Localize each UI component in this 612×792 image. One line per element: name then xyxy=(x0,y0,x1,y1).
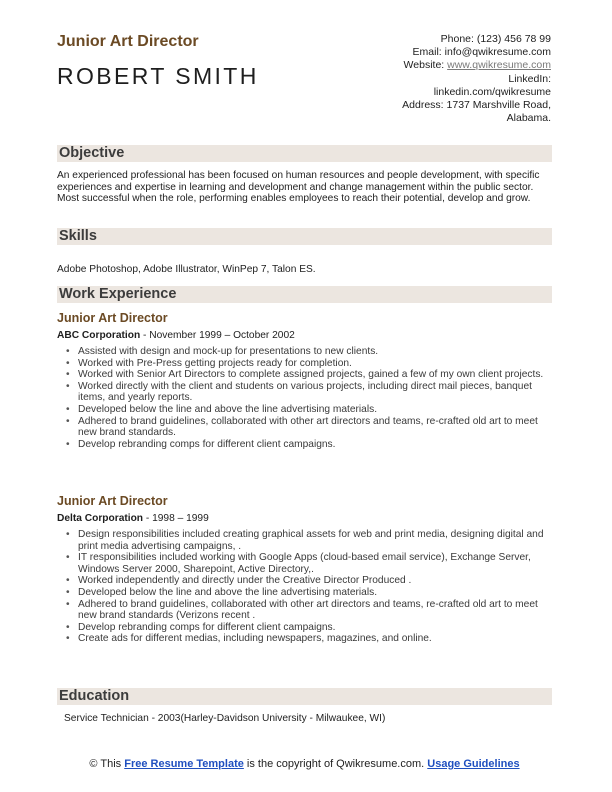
contact-address-line2: Alabama. xyxy=(506,112,551,125)
job-2-company-line xyxy=(57,513,209,524)
footer-prefix: © This xyxy=(89,758,125,770)
list-item: • IT responsibilities included working with Google Apps (cloud-based email service), Exchange Server, Windows Server 2000, Sharepoint, Active Directory,. xyxy=(66,552,552,575)
website-link[interactable]: www.qwikresume.com xyxy=(447,59,551,72)
job-1-company: ABC Corporation xyxy=(57,330,141,341)
contact-phone: Phone: (123) 456 78 99 xyxy=(440,33,551,45)
job-2-title: Junior Art Director xyxy=(57,494,168,508)
job-title: Junior Art Director xyxy=(57,33,199,50)
list-item: • Create ads for different medias, including newspapers, magazines, and online. xyxy=(66,633,552,645)
section-heading: Skills xyxy=(59,228,97,244)
contact-email: Email: info@qwikresume.com xyxy=(412,46,551,59)
resume-header xyxy=(57,33,551,133)
contact-block xyxy=(331,33,551,125)
list-item: • Adhered to brand guidelines, collaborated with other art directors and teams, re-crafted old art to meet new brand standards. xyxy=(66,416,552,439)
job-2-company: Delta Corporation xyxy=(57,513,144,524)
usage-guidelines-link[interactable]: Usage Guidelines xyxy=(427,758,520,770)
candidate-name: ROBERT SMITH xyxy=(57,63,259,89)
list-item: • Worked independently and directly under the Creative Director Produced . xyxy=(66,575,552,587)
list-item: • Develop rebranding comps for different client campaigns. xyxy=(66,439,552,451)
list-item: • Assisted with design and mock-up for presentations to new clients. xyxy=(66,346,552,358)
section-heading: Education xyxy=(59,688,130,704)
skills-text: Adobe Photoshop, Adobe Illustrator, WinPep 7, Talon ES. xyxy=(57,264,316,275)
copyright-footer xyxy=(57,758,552,771)
free-resume-template-link[interactable]: Free Resume Template xyxy=(124,758,244,770)
job-1-company-line xyxy=(57,330,295,341)
section-objective xyxy=(57,145,552,162)
contact-website: Website: www.qwikresume.com xyxy=(403,59,551,72)
list-item: • Design responsibilities included creating graphical assets for web and print media, designing digital and print media advertising campaigns, . xyxy=(66,529,552,552)
job-2-dates: - 1998 – 1999 xyxy=(143,513,209,524)
section-skills xyxy=(57,228,552,245)
section-heading: Objective xyxy=(59,145,125,161)
section-education xyxy=(57,688,552,705)
education-entry: Service Technician - 2003(Harley-Davidson University - Milwaukee, WI) xyxy=(64,713,386,724)
footer-middle: is the copyright of Qwikresume.com. xyxy=(243,758,428,770)
list-item: • Worked with Senior Art Directors to complete assigned projects, gained a few of my own client projects. xyxy=(66,369,552,381)
list-item: • Develop rebranding comps for different client campaigns. xyxy=(66,622,552,634)
list-item: • Developed below the line and above the line advertising materials. xyxy=(66,404,552,416)
list-item: • Worked with Pre-Press getting projects ready for completion. xyxy=(66,358,552,370)
list-item: • Developed below the line and above the line advertising materials. xyxy=(66,587,552,599)
section-heading: Work Experience xyxy=(59,286,177,302)
contact-address: Address: 1737 Marshville Road, xyxy=(402,99,551,112)
job-2-bullets xyxy=(66,529,552,645)
job-1-title: Junior Art Director xyxy=(57,311,168,325)
list-item: • Worked directly with the client and students on various projects, including direct mail pieces, banquet items, and yearly reports. xyxy=(66,381,552,404)
contact-linkedin: linkedin.com/qwikresume xyxy=(433,85,551,98)
list-item: • Adhered to brand guidelines, collaborated with other art directors and teams, re-crafted old art to meet new brand standards (Verizons recent . xyxy=(66,599,552,622)
job-1-bullets xyxy=(66,346,552,450)
objective-text: An experienced professional has been focused on human resources and people development, with specific experiences and expertise in learning and development and change management within the public sector. Most successful when the role, performing enables employees to reach their potential, develop and grow. xyxy=(57,170,540,205)
job-1-dates: - November 1999 – October 2002 xyxy=(140,330,295,341)
contact-linkedin-label: LinkedIn: xyxy=(508,72,551,85)
section-work-experience xyxy=(57,286,552,303)
